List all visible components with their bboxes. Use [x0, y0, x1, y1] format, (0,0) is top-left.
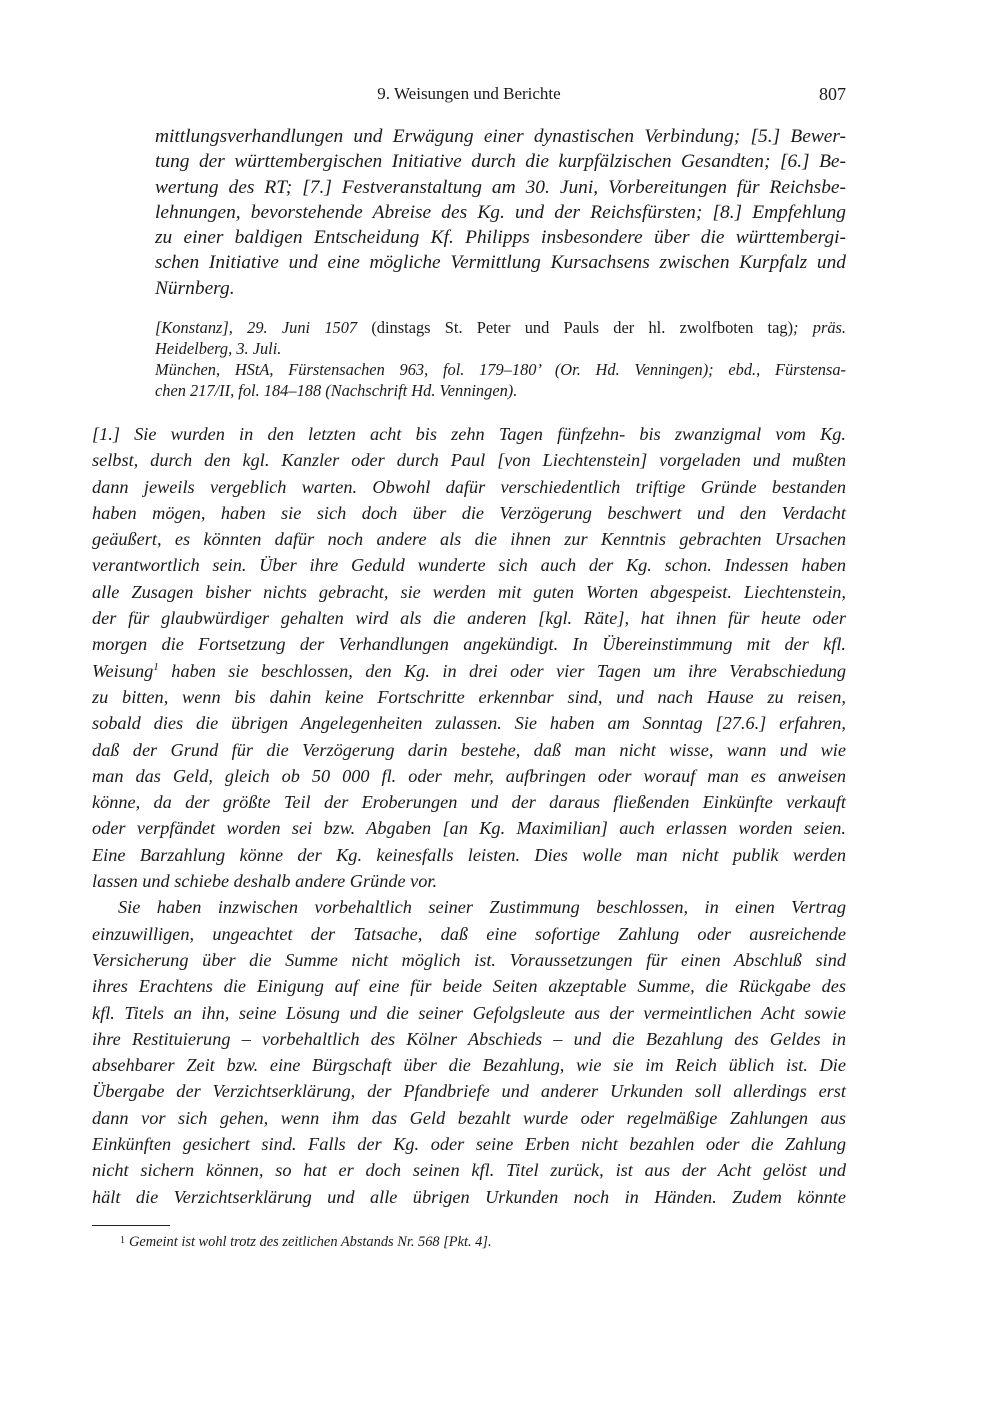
- regest-line: tung der württembergischen Initiative durch die kurpfälzischen Gesandten; [6.] Be-: [155, 151, 846, 173]
- feast-day: (dinstags St. Peter und Pauls der hl. zwolfboten tag): [357, 318, 794, 337]
- regest-line: schen Initiative und eine mögliche Vermittlung Kursachsens zwischen Kurpfalz und: [155, 252, 846, 274]
- text-line: dann jeweils vergeblich warten. Obwohl dafür verschiedentlich triftige Gründe bestanden: [92, 476, 846, 497]
- text-line: hält die Verzichtserklärung und alle übrigen Urkunden noch in Händen. Zudem könnte: [92, 1186, 846, 1207]
- text-line: [92, 658, 846, 684]
- text-fragment: Weisung: [92, 660, 154, 681]
- text-line: kfl. Titels an ihn, seine Lösung und die seiner Gefolgsleute aus der vermeintlichen Acht sowie: [92, 1002, 846, 1023]
- text-line: haben mögen, haben sie sich doch über die Verzögerung beschwert und den Verdacht: [92, 502, 846, 523]
- text-line: Eine Barzahlung könne der Kg. keinesfalls leisten. Dies wolle man nicht publik werden: [92, 844, 846, 865]
- page-number: 807: [819, 84, 846, 104]
- text-line: absehbarer Zeit bzw. eine Bürgschaft über die Bezahlung, wie sie im Reich üblich ist. Die: [92, 1055, 846, 1076]
- footnote-reference[interactable]: 1: [153, 660, 159, 673]
- text-line: Versicherung über die Summe nicht möglich ist. Voraussetzungen für einen Abschluß sind: [92, 949, 846, 970]
- footnote-text: Gemeint ist wohl trotz des zeitlichen Abstands Nr. 568 [Pkt. 4].: [129, 1234, 492, 1250]
- text-line: Übergabe der Verzichtserklärung, der Pfandbriefe und anderer Urkunden soll allerdings erst: [92, 1081, 846, 1102]
- text-line: man das Geld, gleich ob 50 000 fl. oder mehr, aufbringen oder worauf man es anweisen: [92, 765, 846, 786]
- text-fragment: haben sie beschlossen, den Kg. in drei oder vier Tagen um ihre Verabschiedung: [171, 660, 846, 681]
- text-line: nicht sichern können, so hat er doch seinen kfl. Titel zurück, ist aus der Acht gelöst und: [92, 1160, 846, 1181]
- dating-line: [155, 317, 846, 338]
- source-line: München, HStA, Fürstensachen 963, fol. 179–180’ (Or. Hd. Venningen); ebd., Fürstensa-: [155, 360, 846, 379]
- text-line: geäußert, es könnten dafür noch andere als die ihnen zur Kenntnis gebrachten Ursachen: [92, 529, 846, 550]
- dating-block: [155, 317, 846, 401]
- text-line: ihre Restituierung – vorbehaltlich des Kölner Abschieds – und die Bezahlung des Geldes in: [92, 1028, 846, 1049]
- text-line: sobald dies die übrigen Angelegenheiten zulassen. Sie haben am Sonntag [27.6.] erfahren,: [92, 713, 846, 734]
- regest-line: Nürnberg.: [155, 277, 235, 299]
- text-line: zu bitten, wenn bis dahin keine Fortschritte erkennbar sind, und nach Hause zu reisen,: [92, 686, 846, 707]
- footnote: [120, 1231, 492, 1252]
- text-line: könne, da der größte Teil der Eroberungen und der daraus fließenden Einkünfte verkauft: [92, 792, 846, 813]
- text-line: dann vor sich gehen, wenn ihm das Geld bezahlt wurde oder regelmäßige Zahlungen aus: [92, 1107, 846, 1128]
- running-header: [92, 82, 846, 106]
- running-title: 9. Weisungen und Berichte: [377, 84, 561, 103]
- regest-line: lehnungen, bevorstehende Abreise des Kg. und der Reichsfürsten; [8.] Empfehlung: [155, 201, 846, 223]
- text-line: einzuwilligen, ungeachtet der Tatsache, daß eine sofortige Zahlung oder ausreichende: [92, 923, 846, 944]
- text-line: ihres Erachtens die Einigung auf eine für beide Seiten akzeptable Summe, die Rückgabe des: [92, 976, 846, 997]
- text-line: der für glaubwürdiger gehalten wird als die anderen [kgl. Räte], hat ihnen für heute oder: [92, 608, 846, 629]
- received-note: ; präs.: [793, 318, 846, 337]
- text-line: alle Zusagen bisher nichts gebracht, sie werden mit guten Worten abgespeist. Liechtenstein,: [92, 581, 846, 602]
- regest-line: wertung des RT; [7.] Festveranstaltung am 30. Juni, Vorbereitungen für Reichsbe-: [155, 176, 846, 198]
- text-line: [1.] Sie wurden in den letzten acht bis zehn Tagen fünfzehn- bis zwanzigmal vom Kg.: [92, 424, 846, 444]
- received-place: Heidelberg, 3. Juli.: [155, 339, 282, 358]
- regest-line: mittlungsverhandlungen und Erwägung einer dynastischen Verbindung; [5.] Bewer-: [155, 126, 846, 147]
- footnote-number: 1: [120, 1235, 125, 1246]
- text-line: Sie haben inzwischen vorbehaltlich seiner Zustimmung beschlossen, in einen Vertrag: [118, 897, 846, 918]
- source-line: chen 217/II, fol. 184–188 (Nachschrift Hd. Venningen).: [155, 381, 518, 400]
- text-line: lassen und schiebe deshalb andere Gründe vor.: [92, 871, 438, 892]
- place-date: [Konstanz], 29. Juni 1507: [155, 318, 358, 337]
- main-text: [92, 421, 846, 1210]
- text-line: oder verpfändet worden sei bzw. Abgaben [an Kg. Maximilian] auch erlassen worden seien.: [92, 818, 846, 839]
- text-line: morgen die Fortsetzung der Verhandlungen angekündigt. In Übereinstimmung mit der kfl.: [92, 634, 846, 655]
- text-line: verantwortlich sein. Über ihre Geduld wunderte sich auch der Kg. schon. Indessen haben: [92, 555, 846, 576]
- text-line: selbst, durch den kgl. Kanzler oder durch Paul [von Liechtenstein] vorgeladen und mußten: [92, 450, 846, 471]
- text-line: Einkünften gesichert sind. Falls der Kg. oder seine Erben nicht bezahlen oder die Zahlung: [92, 1134, 846, 1155]
- regest-line: zu einer baldigen Entscheidung Kf. Philipps insbesondere über die württembergi-: [155, 227, 846, 249]
- regest-summary: [155, 124, 846, 301]
- footnote-separator: [92, 1225, 170, 1226]
- text-line: daß der Grund für die Verzögerung darin bestehe, daß man nicht wisse, wann und wie: [92, 739, 846, 760]
